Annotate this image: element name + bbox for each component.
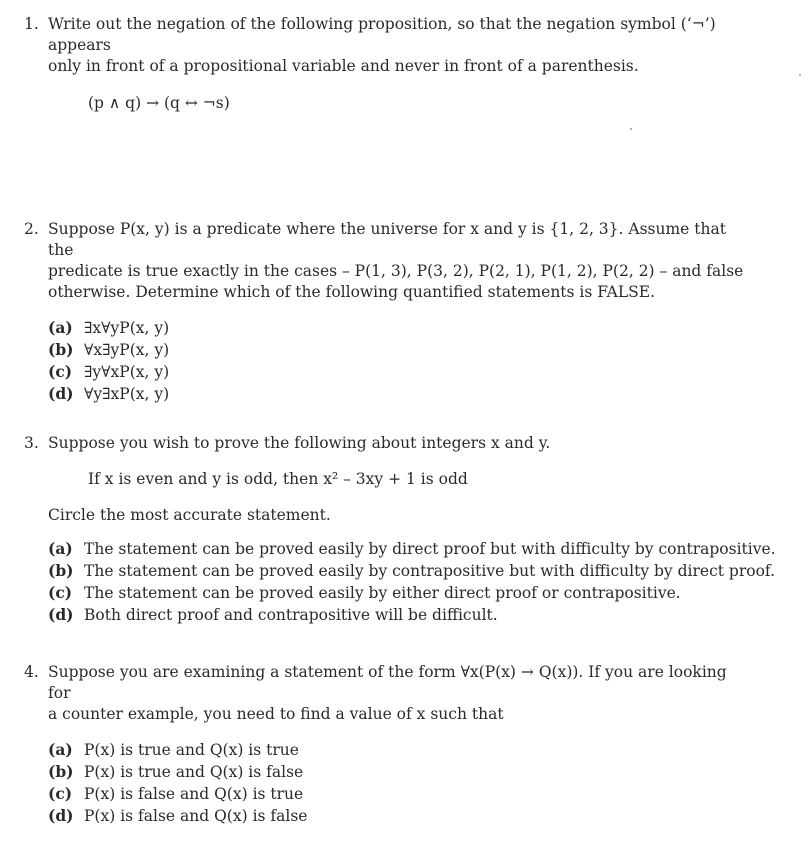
option-label: (b) bbox=[48, 762, 74, 781]
option-text: ∀y∃xP(x, y) bbox=[84, 385, 170, 403]
question-text bbox=[48, 14, 754, 77]
question-number: 2. bbox=[24, 220, 39, 238]
option-d[interactable] bbox=[48, 604, 754, 626]
option-text: P(x) is false and Q(x) is true bbox=[84, 785, 304, 803]
option-text: The statement can be proved easily by either direct proof or contrapositive. bbox=[84, 584, 681, 602]
question-line: Write out the negation of the following proposition, so that the negation symbol (‘¬’) appears bbox=[48, 15, 716, 54]
option-label: (a) bbox=[48, 740, 73, 759]
option-b[interactable] bbox=[48, 761, 754, 783]
question-line: Suppose you are examining a statement of the form ∀x(P(x) → Q(x)). If you are looking for bbox=[48, 663, 727, 702]
option-a[interactable] bbox=[48, 538, 776, 560]
question-1 bbox=[24, 14, 754, 114]
question-line: only in front of a propositional variable and never in front of a parenthesis. bbox=[48, 57, 639, 75]
option-text: The statement can be proved easily by contrapositive but with difficulty by direct proof. bbox=[84, 562, 776, 580]
option-label: (b) bbox=[48, 561, 74, 580]
question-line: a counter example, you need to find a value of x such that bbox=[48, 705, 504, 723]
question-2 bbox=[24, 219, 754, 421]
option-b[interactable] bbox=[48, 339, 754, 361]
option-text: ∀x∃yP(x, y) bbox=[84, 341, 170, 359]
option-text: ∃x∀yP(x, y) bbox=[84, 319, 170, 337]
option-text: Both direct proof and contrapositive will be difficult. bbox=[84, 606, 498, 624]
option-b[interactable] bbox=[48, 560, 776, 582]
answer-options bbox=[48, 739, 754, 827]
answer-options bbox=[48, 317, 754, 405]
option-text: ∃y∀xP(x, y) bbox=[84, 363, 170, 381]
option-a[interactable] bbox=[48, 317, 754, 339]
question-line: otherwise. Determine which of the following quantified statements is FALSE. bbox=[48, 283, 656, 301]
option-c[interactable] bbox=[48, 783, 754, 805]
option-d[interactable] bbox=[48, 805, 754, 827]
scan-speck bbox=[630, 128, 632, 130]
answer-options bbox=[48, 538, 776, 626]
question-line: Suppose P(x, y) is a predicate where the universe for x and y is {1, 2, 3}. Assume that the bbox=[48, 220, 726, 259]
proposition-formula: (p ∧ q) → (q ↔ ¬s) bbox=[88, 94, 230, 112]
option-label: (a) bbox=[48, 539, 73, 558]
theorem-statement: If x is even and y is odd, then x² – 3xy + 1 is odd bbox=[88, 470, 468, 488]
question-4 bbox=[24, 662, 754, 843]
option-label: (d) bbox=[48, 605, 74, 624]
option-a[interactable] bbox=[48, 739, 754, 761]
question-line: predicate is true exactly in the cases – P(1, 3), P(3, 2), P(2, 1), P(1, 2), P(2, 2) – and false bbox=[48, 262, 744, 280]
instruction-text: Circle the most accurate statement. bbox=[48, 506, 331, 524]
option-text: P(x) is true and Q(x) is true bbox=[84, 741, 299, 759]
question-text bbox=[48, 219, 754, 303]
option-label: (b) bbox=[48, 340, 74, 359]
question-text bbox=[48, 662, 754, 725]
option-d[interactable] bbox=[48, 383, 754, 405]
option-label: (d) bbox=[48, 384, 74, 403]
option-text: The statement can be proved easily by direct proof but with difficulty by contrapositive. bbox=[84, 540, 776, 558]
option-label: (c) bbox=[48, 362, 73, 381]
question-number: 1. bbox=[24, 15, 39, 33]
option-text: P(x) is false and Q(x) is false bbox=[84, 807, 308, 825]
option-label: (c) bbox=[48, 784, 73, 803]
option-text: P(x) is true and Q(x) is false bbox=[84, 763, 304, 781]
option-label: (d) bbox=[48, 806, 74, 825]
question-line: Suppose you wish to prove the following about integers x and y. bbox=[48, 434, 551, 452]
scan-speck bbox=[799, 74, 801, 76]
question-number: 3. bbox=[24, 434, 39, 452]
question-3 bbox=[24, 433, 776, 642]
option-c[interactable] bbox=[48, 582, 754, 604]
question-text bbox=[48, 433, 754, 454]
option-label: (a) bbox=[48, 318, 73, 337]
question-number: 4. bbox=[24, 663, 39, 681]
option-label: (c) bbox=[48, 583, 73, 602]
option-c[interactable] bbox=[48, 361, 754, 383]
